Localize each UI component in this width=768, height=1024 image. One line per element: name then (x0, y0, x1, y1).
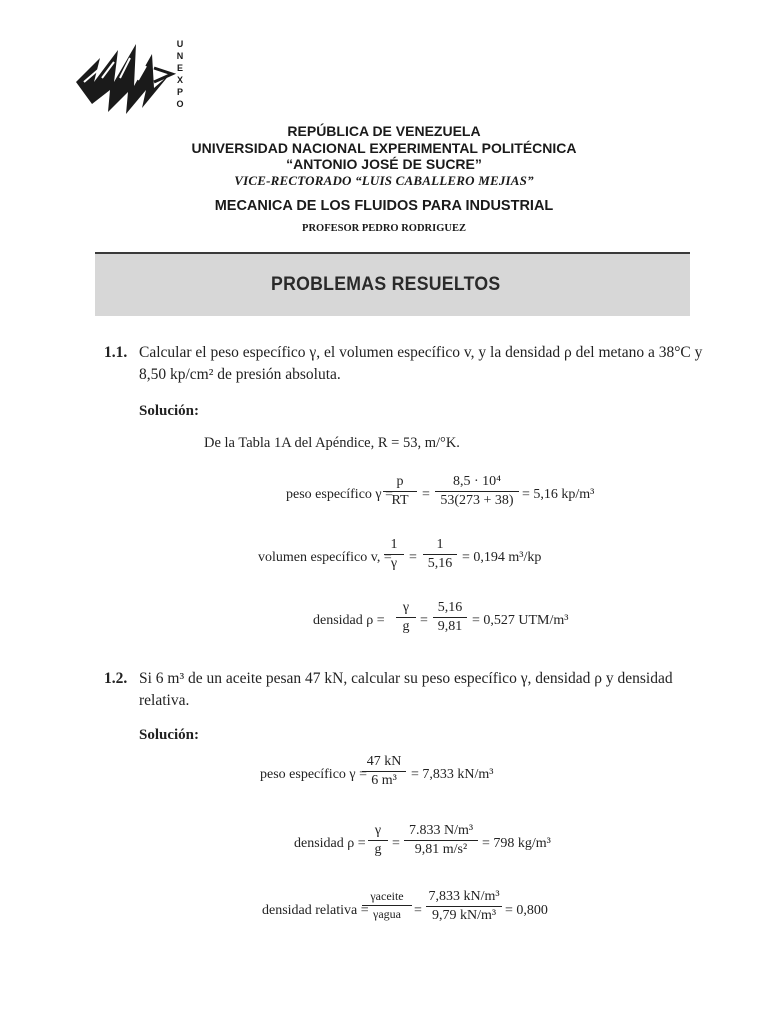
fraction (384, 537, 404, 572)
equation-label: peso específico γ = (286, 487, 393, 502)
header-university-name: “ANTONIO JOSÉ DE SUCRE” (286, 156, 482, 172)
fraction (426, 889, 502, 924)
equals-sign: = (422, 487, 430, 502)
fraction-denominator: γagua (373, 907, 401, 921)
logo-letter: N (176, 51, 184, 61)
fraction-numerator: 1 (384, 537, 404, 555)
fraction (433, 600, 467, 635)
equals-sign: = (414, 903, 422, 918)
equation-result: = 798 kg/m³ (482, 836, 551, 851)
equation-result: = 0,194 m³/kp (462, 550, 542, 565)
equation-label: densidad ρ = (313, 613, 385, 628)
problem-text-line: Si 6 m³ de un aceite pesan 47 kN, calcular su peso específico γ, densidad ρ y densidad (139, 670, 673, 687)
fraction-denominator: 5,16 (427, 556, 453, 571)
equals-sign: = (409, 550, 417, 565)
problem-text-line: 8,50 kp/cm² de presión absoluta. (139, 366, 341, 383)
fraction (362, 754, 406, 789)
fraction (404, 823, 478, 858)
problem-number: 1.2. (104, 670, 128, 687)
unexpo-logo (70, 38, 190, 120)
equation-result: = 7,833 kN/m³ (411, 767, 494, 782)
fraction-denominator: 53(273 + 38) (440, 493, 514, 508)
equation-label: peso específico γ = (260, 767, 367, 782)
fraction-denominator: γ (390, 556, 398, 571)
fraction-numerator: γ (368, 823, 388, 841)
problem-text-line: relativa. (139, 692, 190, 709)
fraction-numerator: 7,833 kN/m³ (426, 889, 502, 907)
logo-letter: U (176, 39, 184, 49)
fraction-denominator: g (374, 842, 382, 857)
equation-result: = 0,527 UTM/m³ (472, 613, 569, 628)
solution-step: De la Tabla 1A del Apéndice, R = 53, m/°K. (204, 435, 460, 451)
logo-letter: O (176, 99, 184, 109)
fraction (423, 537, 457, 572)
equation-label: densidad ρ = (294, 836, 366, 851)
section-banner (95, 252, 690, 316)
fraction-numerator: 8,5 · 10⁴ (435, 474, 519, 492)
logo-letter: P (176, 87, 183, 97)
equals-sign: = (392, 836, 400, 851)
fraction-denominator: 9,79 kN/m³ (431, 908, 497, 923)
fraction-denominator: g (402, 619, 410, 634)
equation-result: = 0,800 (505, 903, 548, 918)
equals-sign: = (420, 613, 428, 628)
fraction-numerator: 5,16 (433, 600, 467, 618)
fraction-numerator: γ (396, 600, 416, 618)
fraction (435, 474, 519, 509)
fraction-numerator: γaceite (362, 889, 412, 906)
header-vice-rectorate: VICE-RECTORADO “LUIS CABALLERO MEJIAS” (234, 173, 534, 188)
fraction (396, 600, 416, 635)
fraction-denominator: 6 m³ (371, 773, 397, 788)
fraction-numerator: 7.833 N/m³ (404, 823, 478, 841)
fraction-numerator: p (383, 474, 417, 492)
fraction-denominator: 9,81 m/s² (414, 842, 468, 857)
logo-letter: E (176, 63, 183, 73)
equation-result: = 5,16 kp/m³ (522, 487, 595, 502)
fraction-numerator: 47 kN (362, 754, 406, 772)
problem-number: 1.1. (104, 344, 128, 361)
fraction-denominator: 9,81 (437, 619, 463, 634)
fraction (383, 474, 417, 509)
logo-letter: X (176, 75, 183, 85)
fraction (368, 823, 388, 858)
fraction-denominator: RT (391, 493, 409, 508)
fraction (362, 889, 412, 922)
logo-letters (174, 38, 186, 110)
fraction-numerator: 1 (423, 537, 457, 555)
solution-label: Solución: (139, 403, 200, 419)
solution-label: Solución: (139, 727, 200, 743)
problem-text-line: Calcular el peso específico γ, el volumen específico v, y la densidad ρ del metano a 38°C y (139, 344, 703, 361)
banner-title: PROBLEMAS RESUELTOS (271, 274, 501, 295)
professor-name: PROFESOR PEDRO RODRIGUEZ (302, 223, 466, 234)
header-country: REPÚBLICA DE VENEZUELA (287, 123, 481, 139)
equation-label: densidad relativa = (262, 903, 369, 918)
course-title: MECANICA DE LOS FLUIDOS PARA INDUSTRIAL (214, 198, 554, 214)
equation-label: volumen específico v, = (258, 550, 392, 565)
header-university: UNIVERSIDAD NACIONAL EXPERIMENTAL POLITÉCNICA (191, 140, 577, 156)
